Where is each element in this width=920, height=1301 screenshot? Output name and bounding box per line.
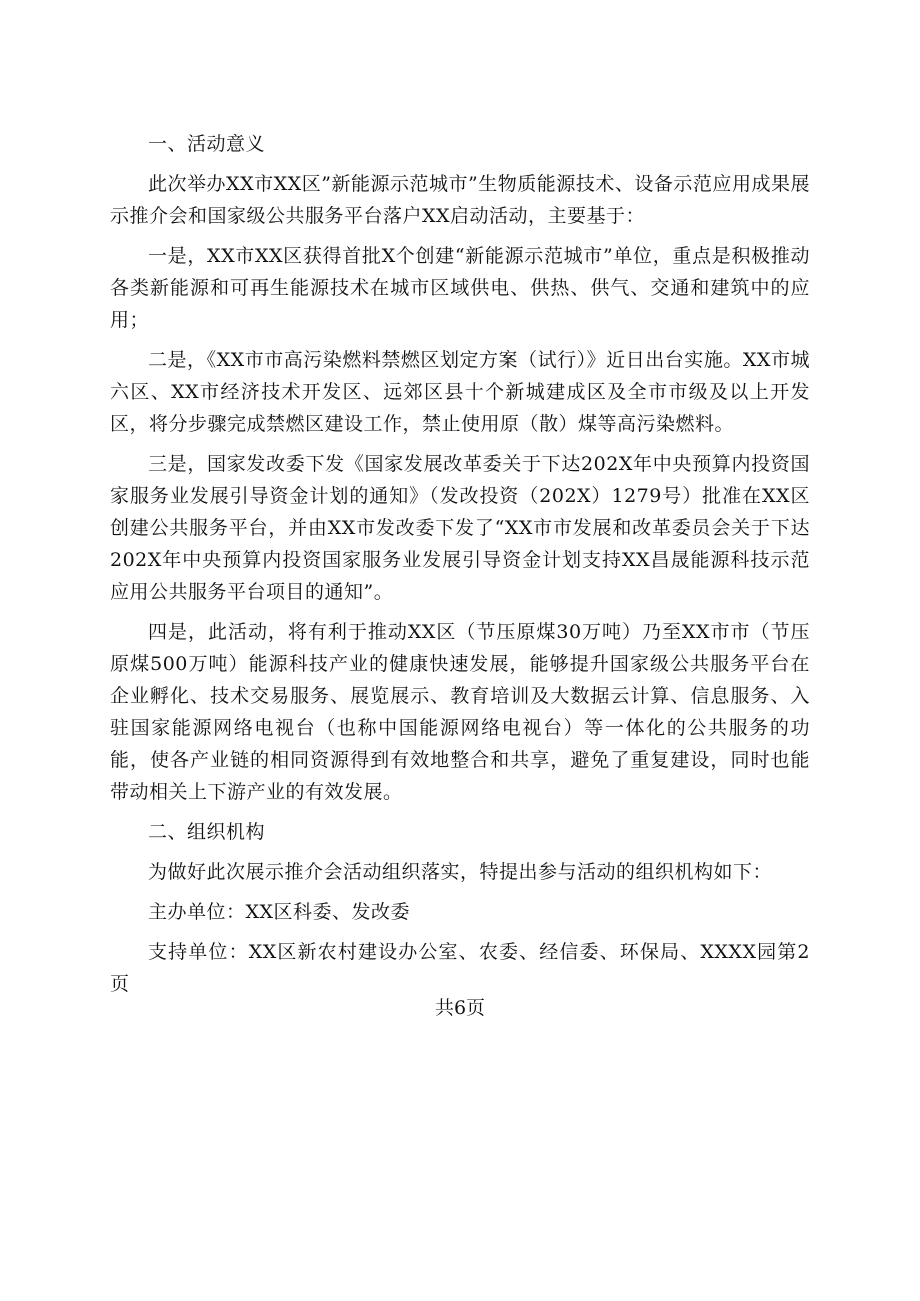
paragraph-point-3: 三是，国家发改委下发《国家发展改革委关于下达202X年中央预算内投资国家服务业发展引导资金计划的通知》（发改投资（202X）1279号）批准在XX区创建公共服务平台，并由XX市发改委下发了“XX市市发展和改革委员会关于下达202X年中央预算内投资国家服务业发展引导资金计划支持XX昌晟能源科技示范应用公共服务平台项目的通知”。 <box>110 453 810 603</box>
section-heading-2: 二、组织机构 <box>148 821 266 843</box>
paragraph-point-2: 二是，《XX市市高污染燃料禁燃区划定方案（试行）》近日出台实施。XX市城六区、XX市经济技术开发区、远郊区县十个新城建成区及全市市级及以上开发区，将分步骤完成禁燃区建设工作，禁止使用原（散）煤等高污染燃料。 <box>110 349 810 435</box>
section-heading-1: 一、活动意义 <box>148 133 266 155</box>
document-body <box>110 128 810 1008</box>
paragraph-host: 主办单位：XX区科委、发改委 <box>148 901 411 923</box>
paragraph-org-intro: 为做好此次展示推介会活动组织落实，特提出参与活动的组织机构如下： <box>148 861 773 883</box>
paragraph-intro: 此次举办XX市XX区”新能源示范城市”生物质能源技术、设备示范应用成果展示推介会和国家级公共服务平台落户XX启动活动，主要基于： <box>110 173 810 227</box>
page-number: 共6页 <box>434 997 486 1019</box>
paragraph-support: 支持单位：XX区新农村建设办公室、农委、经信委、环保局、XXXX园第2页 <box>110 941 810 995</box>
paragraph-point-4: 四是，此活动，将有利于推动XX区（节压原煤30万吨）乃至XX市市（节压原煤500万吨）能源科技产业的健康快速发展，能够提升国家级公共服务平台在企业孵化、技术交易服务、展览展示、教育培训及大数据云计算、信息服务、入驻国家能源网络电视台（也称中国能源网络电视台）等一体化的公共服务的功能，使各产业链的相同资源得到有效地整合和共享，避免了重复建设，同时也能带动相关上下游产业的有效发展。 <box>110 621 810 803</box>
paragraph-point-1: 一是，XX市XX区获得首批X个创建“新能源示范城市”单位，重点是积极推动各类新能源和可再生能源技术在城市区域供电、供热、供气、交通和建筑中的应用； <box>110 245 810 331</box>
